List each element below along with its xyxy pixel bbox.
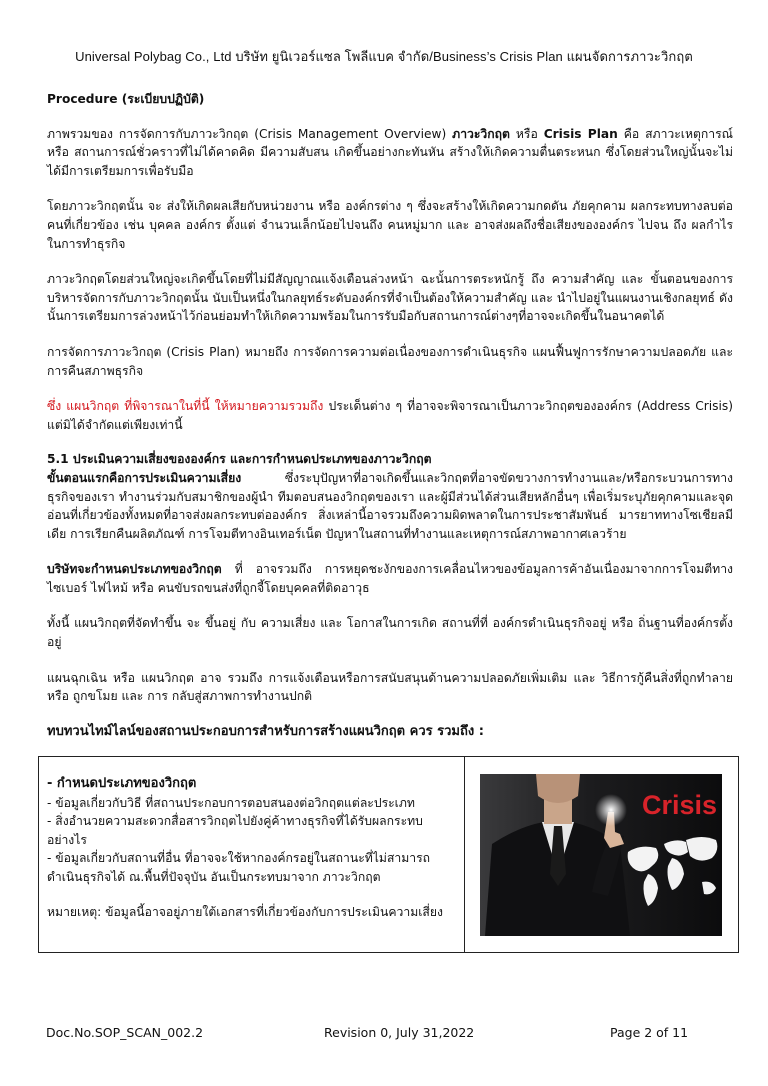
procedure-heading: Procedure (ระเบียบปฏิบัติ) (47, 92, 205, 106)
risk-assessment-bold: ขั้นตอนแรกคือการประเมินความเสี่ยง (47, 470, 242, 485)
paragraph-overview (47, 125, 733, 181)
crisis-businessman-image (480, 774, 722, 936)
page-header: Universal Polybag Co., Ltd บริษัท ยูนิเวอร์แซล โพลีแบค จำกัด/Business’s Crisis Plan แผนจัดการภาวะวิกฤต (75, 49, 693, 64)
table-item-1: - ข้อมูลเกี่ยวกับวิธี ที่สถานประกอบการตอบสนองต่อวิกฤตแต่ละประเภท (47, 795, 415, 810)
paragraph-plan-dependency: ทั้งนี้ แผนวิกฤตที่จัดทำขึ้น จะ ขึ้นอยู่ กับ ความเสี่ยง และ โอกาสในการเกิด สถานที่ที่ องค์กรดำเนินธุรกิจอยู่ หรือ ถิ่นฐานที่องค์กรตั้งอยู่ (47, 616, 733, 650)
table-note: หมายเหตุ: ข้อมูลนี้อาจอยู่ภายใต้เอกสารที่เกี่ยวข้องกับการประเมินความเสี่ยง (47, 905, 443, 919)
paragraph-risk-assessment (47, 469, 733, 543)
paragraph-crisis-types (47, 560, 733, 597)
overview-text-mid: หรือ (509, 126, 544, 141)
paragraph-contingency: แผนฉุกเฉิน หรือ แผนวิกฤต อาจ รวมถึง การแจ้งเตือนหรือการสนับสนุนด้านความปลอดภัยเพิ่มเติม และ วิธีการกู้คืนสิ่งที่ถูกทำลาย หรือ ถูกขโมย และ การ กลับสู่สภาพการทำงานปกติ (47, 670, 733, 704)
paragraph-timeline-review: ทบทวนไทม์ไลน์ของสถานประกอบการสำหรับการสร้างแผนวิกฤต ควร รวมถึง : (47, 723, 484, 739)
table-item-2: - สิ่งอำนวยความสะดวกสื่อสารวิกฤตไปยังคู่ค้าทางธุรกิจที่ได้รับผลกระทบอย่างไร (47, 814, 423, 847)
main-content (47, 90, 733, 741)
paragraph-preparation: ภาวะวิกฤตโดยส่วนใหญ่จะเกิดขึ้นโดยที่ไม่มีสัญญาณแจ้งเตือนล่วงหน้า ฉะนั้นการตระหนักรู้ ถึง ความสำคัญ และ ขั้นตอนของการบริหารจัดการกับภาวะวิกฤตนั้น นับเป็นหนึ่งในกลยุทธ์ระดับองค์กรที่จำเป็นต้องให้ความสำคัญ และ นำไปอยู่ในแผนงานเชิงกลยุทธ์ ดังนั้นการเตรียมการล่วงหน้าไว้ก่อนย่อมทำให้เกิดความพร้อมในการรับมือกับสถานการณ์ต่างๆที่อาจจะเกิดขึ้นในอนาคตได้ (47, 272, 733, 324)
paragraph-impact: โดยภาวะวิกฤตนั้น จะ ส่งให้เกิดผลเสียกับหน่วยงาน หรือ องค์กรต่าง ๆ ซึ่งจะสร้างให้เกิดความกดดัน ภัยคุกคาม ผลกระทบทางลบต่อคนที่เกี่ยวข้อง เช่น บุคคล องค์กร ตั้งแต่ จำนวนเล็กน้อยไปจนถึง คนหมู่มาก และ อาจส่งผลถึงชื่อเสียงขององค์กร ไปจน ถึง ผลกำไรในการทำธุรกิจ (47, 199, 733, 251)
scope-red-text: ซึ่ง แผนวิกฤต ที่พิจารณาในที่นี้ ให้หมายความรวมถึง (47, 399, 324, 414)
overview-bold-crisis-plan: Crisis Plan (543, 126, 618, 141)
table-item-3: - ข้อมูลเกี่ยวกับสถานที่อื่น ที่อาจจะใช้หากองค์กรอยู่ในสถานะที่ไม่สามารถดำเนินธุรกิจได้ ณ.พื้นที่ปัจจุบัน อันเป็นกระทบมาจาก ภาวะวิกฤต (47, 851, 431, 884)
overview-bold-term: ภาวะวิกฤต (452, 126, 510, 141)
crisis-types-text: ที่ อาจรวมถึง การหยุดชะงักของการเคลื่อนไหวของข้อมูลการค้าอันเนื่องมาจากการโจมตีทางไซเบอร์ ไฟไหม้ หรือ คนขับรถขนส่งที่ถูกจี้โดยบุคคลที่ติดอาวุธ (47, 562, 733, 595)
risk-assessment-text: ซึ่งระบุปัญหาที่อาจเกิดขึ้นและวิกฤตที่อาจขัดขวางการทำงานและ/หรือกระบวนการทางธุรกิจของเรา ทำงานร่วมกับสมาชิกของผู้นำ ทีมตอบสนองวิกฤตของเรา และผู้มีส่วนได้ส่วนเสียหลักอื่นๆ เพื่อเริ่มระบุภัยคุกคามและจุดอ่อนที่เกี่ยวข้องทั้งหมดที่อาจส่งผลกระทบต่อองค์กร สิ่งเหล่านี้อาจรวมถึงความผิดพลาดในการประชาสัมพันธ์ มารยาททางโซเชียลมีเดีย การเรียกคืนผลิตภัณฑ์ การโจมตีทางอินเทอร์เน็ต ปัญหาในสถานที่ทำงานและเหตุการณ์สภาพอากาศเลวร้าย (47, 470, 733, 541)
overview-text-end: คือ สภาวะเหตุการณ์ หรือ สถานการณ์ชั่วคราวที่ไม่ได้คาดคิด มีความสับสน เกิดขึ้นอย่างกะทันหัน สร้างให้เกิดความตื่นตระหนก ซึ่งโดยส่วนใหญ่นั้นจะไม่ได้มีการเตรียมการเพื่อรับมือ (47, 126, 733, 178)
footer-doc-number: Doc.No.SOP_SCAN_002.2 (46, 1025, 204, 1040)
table-title: - กำหนดประเภทของวิกฤต (47, 776, 197, 791)
crisis-table-text-cell (39, 757, 465, 952)
overview-text-start: ภาพรวมของ การจัดการกับภาวะวิกฤต (Crisis Management Overview) (47, 126, 453, 141)
paragraph-crisis-plan-definition: การจัดการภาวะวิกฤต (Crisis Plan) หมายถึง การจัดการความต่อเนื่องของการดำเนินธุรกิจ แผนฟื้นฟูการรักษาความปลอดภัย และ การคืนสภาพธุรกิจ (47, 344, 733, 378)
crisis-image-text: Crisis (642, 790, 718, 820)
footer-page-number: Page 2 of 11 (610, 1025, 689, 1040)
crisis-table (38, 756, 739, 953)
section-title: 5.1 ประเมินความเสี่ยงขององค์กร และการกำหนดประเภทของภาวะวิกฤต (47, 452, 432, 467)
footer-revision: Revision 0, July 31,2022 (324, 1025, 475, 1040)
scope-text: ประเด็นต่าง ๆ ที่อาจจะพิจารณาเป็นภาวะวิกฤตขององค์กร (Address Crisis) แต่มิได้จำกัดแต่เพียงเท่านี้ (47, 399, 734, 432)
paragraph-scope (47, 397, 733, 434)
crisis-types-bold: บริษัทจะกำหนดประเภทของวิกฤต (47, 562, 222, 577)
crisis-table-image-cell (465, 757, 738, 952)
